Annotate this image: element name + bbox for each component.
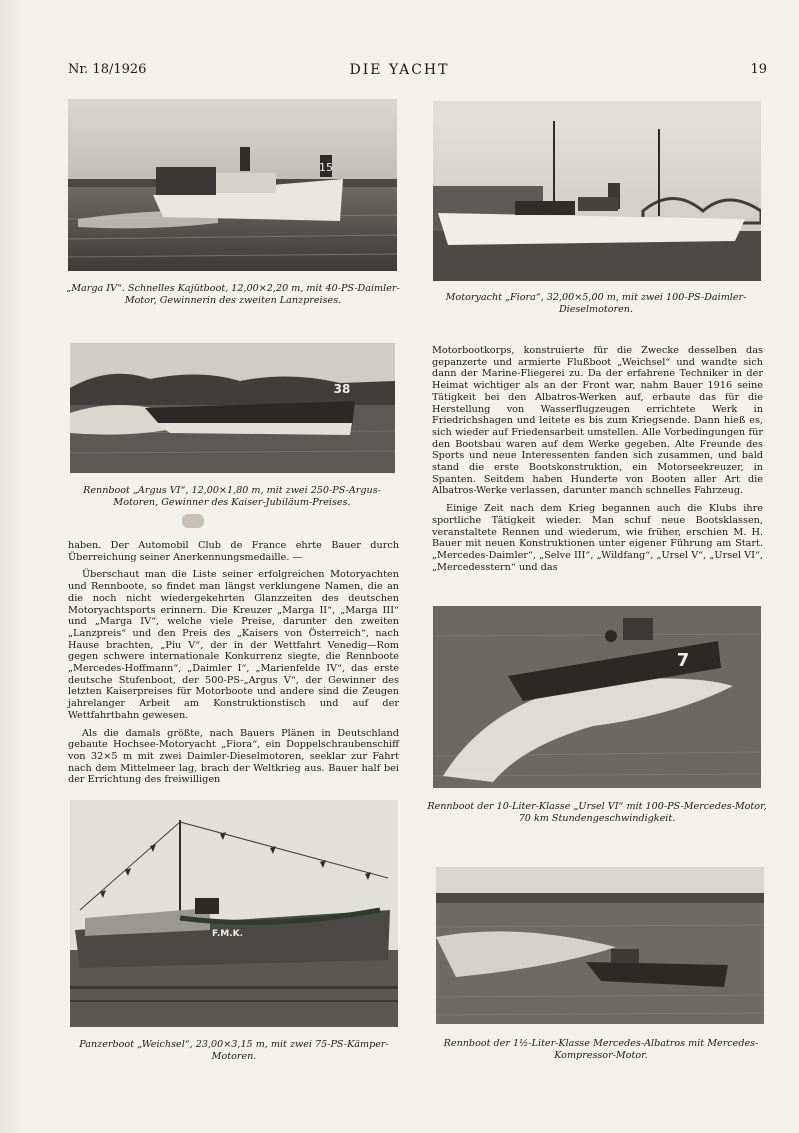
left-paragraph-2: Überschaut man die Liste seiner erfolgreichen Motoryachten und Rennboote, so findet man längst verklungene Namen, die an die noch nicht wiedergekehrten Glanzzeiten des deutschen Motoryachtsports erinnern. Die Kreuzer „Marga II“, „Marga III“ und „Marga IV“, welche viele Preise, darunter den zweiten „Lanzpreis“ und den Preis des „Kaisers von Österreich“, nach Hause brachten, „Piu V“, der in der Wettfahrt Venedig—Rom gegen schwere internationale Konkurrenz siegte, die Rennboote „Mercedes-Hoffmann“, „Daimler I“, „Marienfelde IV“, das erste deutsche Stufenboot, der 500-PS-„Argus V“, der Gewinner des letzten Kaiserpreises für Motorboote und andere sind die Zeugen jahrelanger Arbeit am Konstruktionstisch und auf der Wettfahrtbahn gewesen. — [68, 569, 399, 721]
caption-argus-vi: Rennboot „Argus VI“, 12,00×1,80 m, mit zwei 250-PS-Argus-Motoren, Gewinner des Kaiser-Jubiläum-Preises. — [83, 485, 381, 508]
right-paragraph-2: Einige Zeit nach dem Krieg begannen auch die Klubs ihre sportliche Tätigkeit wieder. Man schuf neue Bootsklassen, veranstaltete Rennen und wiederum, wie früher, erschien M. H. Bauer mit neuen Konstruktionen unter eigener Führung am Start. „Mercedes-Daimler“, „Selve III“, „Wildfang“, „Ursel V“, „Ursel VI“, „Mercedesstern“ und das — [432, 503, 763, 573]
page-binding-edge — [0, 0, 22, 1133]
ink-stain — [182, 514, 204, 528]
photo-marga-iv — [68, 99, 397, 271]
caption-mercedes-albatros: Rennboot der 1½-Liter-Klasse Mercedes-Albatros mit Mercedes-Kompressor-Motor. — [443, 1038, 759, 1061]
magazine-title: DIE YACHT — [349, 62, 450, 78]
photo-ursel-vi — [433, 606, 761, 788]
photo-argus-vi — [70, 343, 395, 473]
left-paragraph-1: haben. Der Automobil Club de France ehrte Bauer durch Überreichung seiner Anerkennungsmedaille. — — [68, 540, 399, 563]
right-paragraph-1: Motorbootkorps, konstruierte für die Zwecke desselben das gepanzerte und armierte Flußboot „Weichsel“ und wandte sich dann der Marine-Fliegerei zu. Da der erfahrene Techniker in der Heimat wichtiger als an der Front war, nahm Bauer 1916 seine Tätigkeit bei den Albatros-Werken auf, erbaute das für die Herstellung von Wasserflugzeugen errichtete Werk in Friedrichshagen und leitete es bis zum Kriegsende. Dann hieß es, sich wieder auf Friedensarbeit umstellen. Alle Vorbedingungen für den Bootsbau waren auf dem Werke gegeben. Alte Freunde des Sports und neue Interessenten fanden sich zusammen, und bald stand die erste Bootskonstruktion, ein Motorseekreuzer, in Spanten. Seitdem haben Hunderte von Booten aller Art die Albatros-Werke verlassen, darunter manch schnelles Fahrzeug. — [432, 345, 763, 497]
caption-marga-iv: „Marga IV“. Schnelles Kajütboot, 12,00×2,20 m, mit 40-PS-Daimler-Motor, Gewinnerin des zweiten Lanzpreises. — [66, 283, 400, 306]
boat-number-7: 7 — [676, 650, 690, 671]
caption-fiora: Motoryacht „Fiora“, 32,00×5,00 m, mit zwei 100-PS-Daimler-Dieselmotoren. — [445, 292, 747, 315]
photo-fiora — [433, 101, 761, 281]
article-left-column — [68, 540, 399, 786]
photo-weichsel — [70, 800, 398, 1027]
left-paragraph-3: Als die damals größte, nach Bauers Plänen in Deutschland gebaute Hochsee-Motoryacht „Fiora“, ein Doppelschraubenschiff von 32×5 m mit zwei Daimler-Dieselmotoren, seeklar zur Fahrt nach dem Mittelmeer lag, brach der Weltkrieg aus. Bauer half bei der Errichtung des freiwilligen — [68, 727, 399, 786]
caption-ursel-vi: Rennboot der 10-Liter-Klasse „Ursel VI“ mit 100-PS-Mercedes-Motor, 70 km Stundengeschwindigkeit. — [427, 801, 767, 824]
boat-number-38: 38 — [333, 382, 351, 396]
caption-weichsel: Panzerboot „Weichsel“, 23,00×3,15 m, mit zwei 75-PS-Kämper-Motoren. — [79, 1039, 389, 1062]
page-number: 19 — [750, 62, 767, 77]
issue-number: Nr. 18/1926 — [68, 62, 147, 77]
hull-marking: F.M.K. — [212, 929, 244, 939]
boat-number-15: 15 — [319, 161, 333, 174]
article-right-column — [432, 345, 763, 573]
photo-mercedes-albatros — [436, 867, 764, 1024]
